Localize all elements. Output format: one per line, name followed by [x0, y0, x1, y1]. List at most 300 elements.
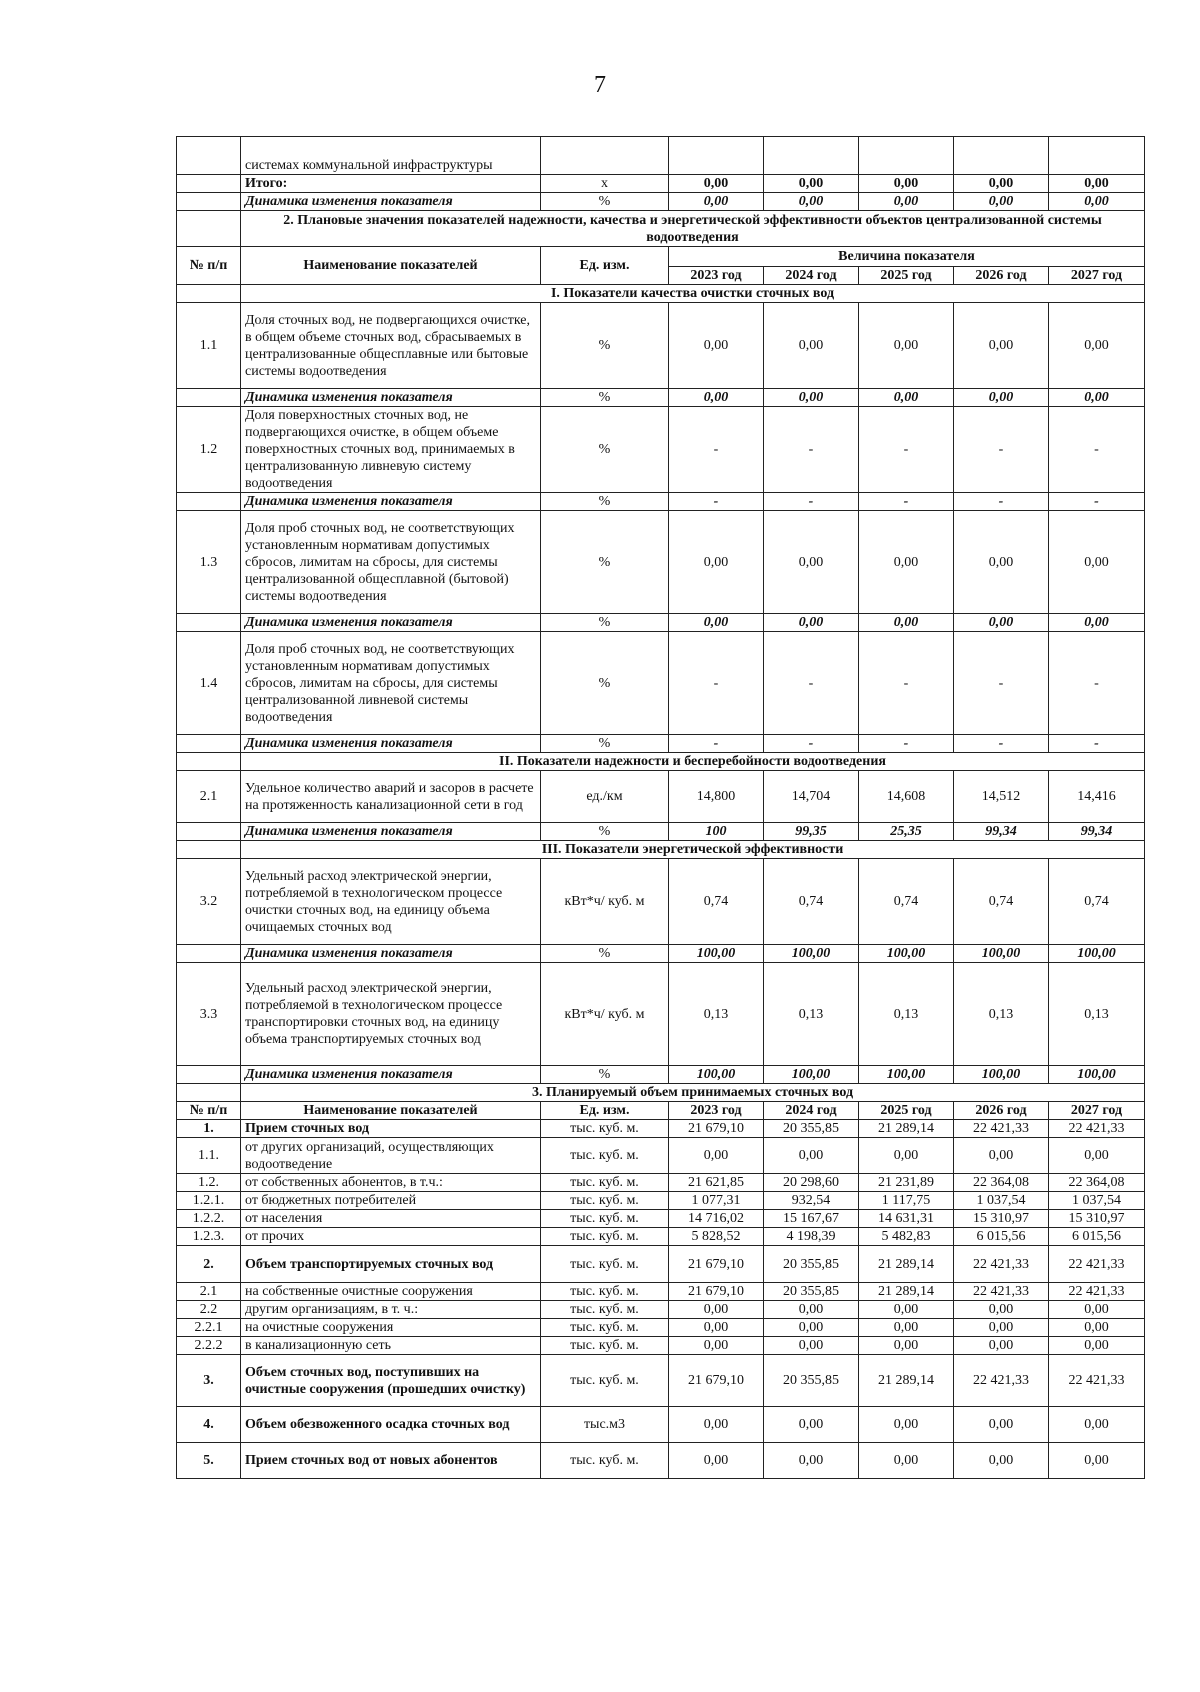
value-cell: - [954, 735, 1049, 753]
value-cell: 0,00 [669, 614, 764, 632]
value-cell: 21 679,10 [669, 1283, 764, 1301]
value-cell: 20 355,85 [764, 1283, 859, 1301]
header-year: 2026 год [954, 1102, 1049, 1120]
volume-name: от прочих [241, 1228, 541, 1246]
num-cell [177, 1066, 241, 1084]
table-row [177, 1407, 1145, 1443]
table-row [177, 407, 1145, 493]
num-cell [177, 193, 241, 211]
section-title-row [177, 211, 1145, 247]
value-cell: 0,00 [954, 614, 1049, 632]
table-row [177, 1138, 1145, 1174]
volume-name: Объем сточных вод, поступивших на очистные сооружения (прошедших очистку) [241, 1355, 541, 1407]
section-title: 3. Планируемый объем принимаемых сточных вод [241, 1084, 1145, 1102]
dynamics-row [177, 614, 1145, 632]
value-cell: 15 167,67 [764, 1210, 859, 1228]
header-unit: Ед. изм. [541, 247, 669, 285]
unit-cell: тыс. куб. м. [541, 1174, 669, 1192]
value-cell: - [1049, 632, 1145, 735]
value-cell [954, 137, 1049, 175]
row-number: 3. [177, 1355, 241, 1407]
value-cell: - [954, 632, 1049, 735]
value-cell: 0,00 [954, 1407, 1049, 1443]
unit-cell: кВт*ч/ куб. м [541, 963, 669, 1066]
value-cell: 6 015,56 [1049, 1228, 1145, 1246]
indicator-name: Удельный расход электрической энергии, потребляемой в технологическом процессе транспортировки сточных вод, на единицу объема транспортируемых сточных вод [241, 963, 541, 1066]
value-cell: 14,800 [669, 771, 764, 823]
value-cell: 0,00 [669, 1337, 764, 1355]
value-cell: 0,00 [669, 193, 764, 211]
value-cell: 0,00 [669, 1443, 764, 1479]
value-cell: 14 631,31 [859, 1210, 954, 1228]
value-cell: 14,704 [764, 771, 859, 823]
dynamics-row [177, 1066, 1145, 1084]
value-cell: 1 037,54 [954, 1192, 1049, 1210]
value-cell: 22 421,33 [1049, 1246, 1145, 1283]
unit-cell: тыс. куб. м. [541, 1246, 669, 1283]
row-number: 1.4 [177, 632, 241, 735]
dynamics-label: Динамика изменения показателя [241, 823, 541, 841]
row-number: 4. [177, 1407, 241, 1443]
dynamics-row [177, 735, 1145, 753]
value-cell: 99,35 [764, 823, 859, 841]
header-unit: Ед. изм. [541, 1102, 669, 1120]
value-cell: - [764, 493, 859, 511]
value-cell: 0,74 [859, 859, 954, 945]
table-row [177, 303, 1145, 389]
value-cell: - [1049, 407, 1145, 493]
num-cell [177, 614, 241, 632]
unit-cell: % [541, 389, 669, 407]
unit-cell: % [541, 632, 669, 735]
row-number: 2.2.1 [177, 1319, 241, 1337]
header-num: № п/п [177, 1102, 241, 1120]
value-cell: 100,00 [669, 1066, 764, 1084]
value-cell: 22 364,08 [954, 1174, 1049, 1192]
value-cell [1049, 137, 1145, 175]
group-row [177, 753, 1145, 771]
section-title: 2. Плановые значения показателей надежности, качества и энергетической эффективности объектов централизованной системы водоотведения [241, 211, 1145, 247]
value-cell: - [669, 407, 764, 493]
volume-name: Объем обезвоженного осадка сточных вод [241, 1407, 541, 1443]
value-cell: 0,00 [1049, 1407, 1145, 1443]
unit-cell: % [541, 193, 669, 211]
value-cell: - [954, 407, 1049, 493]
value-cell: 100,00 [669, 945, 764, 963]
row-number: 1.1 [177, 303, 241, 389]
value-cell: 0,00 [669, 511, 764, 614]
page-number: 7 [594, 72, 606, 98]
value-cell: 0,00 [954, 1443, 1049, 1479]
table-row [177, 1319, 1145, 1337]
unit-cell: тыс. куб. м. [541, 1210, 669, 1228]
num-cell [177, 285, 241, 303]
row-number: 1.2. [177, 1174, 241, 1192]
dynamics-row [177, 945, 1145, 963]
value-cell: 0,74 [1049, 859, 1145, 945]
header-year: 2023 год [669, 1102, 764, 1120]
dynamics-label: Динамика изменения показателя [241, 1066, 541, 1084]
volume-name: в канализационную сеть [241, 1337, 541, 1355]
value-cell: - [859, 407, 954, 493]
value-cell: - [859, 493, 954, 511]
value-cell: 20 355,85 [764, 1120, 859, 1138]
num-cell [177, 389, 241, 407]
header-year: 2027 год [1049, 267, 1145, 285]
unit-cell: тыс. куб. м. [541, 1192, 669, 1210]
value-cell: 20 355,85 [764, 1355, 859, 1407]
indicator-name: Итого: [241, 175, 541, 193]
row-number: 2.1 [177, 1283, 241, 1301]
value-cell: 0,00 [954, 175, 1049, 193]
value-cell: 0,00 [954, 1301, 1049, 1319]
indicator-name: Удельное количество аварий и засоров в расчете на протяженность канализационной сети в год [241, 771, 541, 823]
value-cell: 0,00 [764, 303, 859, 389]
value-cell: 0,00 [954, 1319, 1049, 1337]
indicator-name: Доля проб сточных вод, не соответствующих установленным нормативам допустимых сбросов, лимитам на сбросы, для системы централизованной ливневой системы водоотведения [241, 632, 541, 735]
value-cell: 0,00 [764, 511, 859, 614]
num-cell [177, 211, 241, 247]
dynamics-row [177, 823, 1145, 841]
table-row [177, 771, 1145, 823]
value-cell: - [954, 493, 1049, 511]
dynamics-row [177, 493, 1145, 511]
value-cell: 22 421,33 [954, 1120, 1049, 1138]
row-number: 2.1 [177, 771, 241, 823]
value-cell: 932,54 [764, 1192, 859, 1210]
value-cell: - [859, 632, 954, 735]
value-cell: 0,00 [859, 193, 954, 211]
value-cell: - [669, 632, 764, 735]
value-cell: 0,00 [954, 303, 1049, 389]
dynamics-label: Динамика изменения показателя [241, 614, 541, 632]
header-year: 2026 год [954, 267, 1049, 285]
volume-name: от бюджетных потребителей [241, 1192, 541, 1210]
num-cell [177, 1084, 241, 1102]
table-row [177, 137, 1145, 175]
value-cell: 5 828,52 [669, 1228, 764, 1246]
value-cell: 0,13 [764, 963, 859, 1066]
value-cell: - [859, 735, 954, 753]
value-cell: 0,00 [859, 175, 954, 193]
value-cell: 0,00 [859, 1319, 954, 1337]
value-cell [764, 137, 859, 175]
table-row [177, 1120, 1145, 1138]
value-cell: 0,00 [764, 193, 859, 211]
header-year: 2024 год [764, 1102, 859, 1120]
indicator-name: системах коммунальной инфраструктуры [241, 137, 541, 175]
value-cell: 100,00 [859, 1066, 954, 1084]
unit-cell: % [541, 407, 669, 493]
value-cell: 5 482,83 [859, 1228, 954, 1246]
unit-cell: % [541, 945, 669, 963]
value-cell: 22 421,33 [1049, 1355, 1145, 1407]
indicator-name: Удельный расход электрической энергии, потребляемой в технологическом процессе очистки сточных вод, на единицу объема очищаемых сточных вод [241, 859, 541, 945]
value-cell: 0,00 [1049, 175, 1145, 193]
group-title: II. Показатели надежности и бесперебойности водоотведения [241, 753, 1145, 771]
header-value: Величина показателя [669, 247, 1145, 267]
volume-name: на собственные очистные сооружения [241, 1283, 541, 1301]
value-cell: 0,00 [1049, 1138, 1145, 1174]
table-row [177, 1283, 1145, 1301]
unit-cell: тыс. куб. м. [541, 1283, 669, 1301]
value-cell: 22 421,33 [1049, 1120, 1145, 1138]
num-cell [177, 945, 241, 963]
value-cell: 0,00 [764, 389, 859, 407]
value-cell: 0,00 [859, 1337, 954, 1355]
num-cell [177, 493, 241, 511]
value-cell: 1 117,75 [859, 1192, 954, 1210]
table-row [177, 1337, 1145, 1355]
value-cell: 0,00 [764, 614, 859, 632]
value-cell: 0,00 [669, 175, 764, 193]
value-cell: 99,34 [954, 823, 1049, 841]
value-cell: 0,00 [859, 303, 954, 389]
header-year: 2027 год [1049, 1102, 1145, 1120]
num-cell [177, 823, 241, 841]
volume-name: другим организациям, в т. ч.: [241, 1301, 541, 1319]
unit-cell: ед./км [541, 771, 669, 823]
header-name: Наименование показателей [241, 247, 541, 285]
unit-cell: кВт*ч/ куб. м [541, 859, 669, 945]
value-cell: 21 679,10 [669, 1246, 764, 1283]
row-number: 2.2.2 [177, 1337, 241, 1355]
value-cell: 15 310,97 [954, 1210, 1049, 1228]
value-cell: - [1049, 493, 1145, 511]
value-cell: 0,00 [1049, 1301, 1145, 1319]
value-cell: 0,00 [1049, 1319, 1145, 1337]
dynamics-label: Динамика изменения показателя [241, 493, 541, 511]
row-number: 2.2 [177, 1301, 241, 1319]
table-row [177, 1228, 1145, 1246]
value-cell: 20 355,85 [764, 1246, 859, 1283]
unit-cell: % [541, 735, 669, 753]
group-title: I. Показатели качества очистки сточных вод [241, 285, 1145, 303]
table-row [177, 1355, 1145, 1407]
value-cell: 0,13 [954, 963, 1049, 1066]
dynamics-label: Динамика изменения показателя [241, 735, 541, 753]
group-row [177, 285, 1145, 303]
value-cell: 22 421,33 [954, 1246, 1049, 1283]
num-cell [177, 841, 241, 859]
value-cell: 22 421,33 [1049, 1283, 1145, 1301]
row-number: 1.2.1. [177, 1192, 241, 1210]
value-cell: 0,00 [1049, 511, 1145, 614]
value-cell: 100,00 [764, 945, 859, 963]
num-cell [177, 175, 241, 193]
unit-cell: % [541, 511, 669, 614]
value-cell: 0,00 [669, 389, 764, 407]
value-cell: 100,00 [954, 945, 1049, 963]
value-cell: 0,74 [764, 859, 859, 945]
indicator-name: Доля проб сточных вод, не соответствующих установленным нормативам допустимых сбросов, лимитам на сбросы, для системы централизованной общесплавной (бытовой) системы водоотведения [241, 511, 541, 614]
value-cell [669, 137, 764, 175]
value-cell: 0,00 [764, 1407, 859, 1443]
num-cell [177, 753, 241, 771]
value-cell: 20 298,60 [764, 1174, 859, 1192]
unit-cell: % [541, 823, 669, 841]
value-cell: 0,00 [669, 1138, 764, 1174]
value-cell: 0,00 [669, 1301, 764, 1319]
value-cell: 21 289,14 [859, 1246, 954, 1283]
indicator-name: Доля поверхностных сточных вод, не подвергающихся очистке, в общем объеме поверхностных сточных вод, принимаемых в централизованную ливневую систему водоотведения [241, 407, 541, 493]
value-cell: - [669, 493, 764, 511]
unit-cell: x [541, 175, 669, 193]
value-cell: 0,13 [859, 963, 954, 1066]
value-cell: 100,00 [1049, 945, 1145, 963]
table-row [177, 963, 1145, 1066]
unit-cell: тыс. куб. м. [541, 1228, 669, 1246]
row-number: 1.1. [177, 1138, 241, 1174]
unit-cell: тыс. куб. м. [541, 1120, 669, 1138]
table-row [177, 1301, 1145, 1319]
value-cell: 0,00 [859, 1138, 954, 1174]
value-cell: 0,00 [954, 193, 1049, 211]
value-cell: 15 310,97 [1049, 1210, 1145, 1228]
value-cell: 0,00 [669, 1319, 764, 1337]
value-cell: 21 621,85 [669, 1174, 764, 1192]
value-cell: 0,00 [764, 1337, 859, 1355]
value-cell: 1 077,31 [669, 1192, 764, 1210]
value-cell: 22 421,33 [954, 1283, 1049, 1301]
num-cell [177, 735, 241, 753]
value-cell: 6 015,56 [954, 1228, 1049, 1246]
value-cell: - [1049, 735, 1145, 753]
value-cell [541, 137, 669, 175]
table-row [177, 1192, 1145, 1210]
unit-cell: % [541, 1066, 669, 1084]
value-cell: 0,13 [669, 963, 764, 1066]
value-cell: 0,00 [954, 389, 1049, 407]
dynamics-label: Динамика изменения показателя [241, 193, 541, 211]
value-cell: 22 421,33 [954, 1355, 1049, 1407]
header-row [177, 1102, 1145, 1120]
unit-cell: тыс. куб. м. [541, 1138, 669, 1174]
value-cell: 0,74 [954, 859, 1049, 945]
value-cell: 0,00 [1049, 1337, 1145, 1355]
value-cell: 100,00 [1049, 1066, 1145, 1084]
group-title: III. Показатели энергетической эффективности [241, 841, 1145, 859]
value-cell: 14,512 [954, 771, 1049, 823]
unit-cell: тыс.м3 [541, 1407, 669, 1443]
value-cell: 0,13 [1049, 963, 1145, 1066]
value-cell: 14,416 [1049, 771, 1145, 823]
value-cell: 0,00 [1049, 389, 1145, 407]
value-cell: 0,00 [859, 614, 954, 632]
value-cell: - [764, 735, 859, 753]
value-cell: 21 289,14 [859, 1120, 954, 1138]
value-cell: 0,00 [1049, 1443, 1145, 1479]
unit-cell: % [541, 614, 669, 632]
value-cell: 22 364,08 [1049, 1174, 1145, 1192]
header-row [177, 247, 1145, 267]
volume-name: от других организаций, осуществляющих водоотведение [241, 1138, 541, 1174]
value-cell: 0,00 [669, 303, 764, 389]
value-cell: 21 289,14 [859, 1355, 954, 1407]
volume-name: от собственных абонентов, в т.ч.: [241, 1174, 541, 1192]
value-cell: 0,00 [859, 1407, 954, 1443]
table-row [177, 175, 1145, 193]
value-cell: 14,608 [859, 771, 954, 823]
row-number: 1.3 [177, 511, 241, 614]
value-cell: 100,00 [954, 1066, 1049, 1084]
value-cell: 4 198,39 [764, 1228, 859, 1246]
section-title-row [177, 1084, 1145, 1102]
value-cell: 0,00 [859, 1443, 954, 1479]
table-row [177, 511, 1145, 614]
row-number: 5. [177, 1443, 241, 1479]
num-cell [177, 137, 241, 175]
value-cell: - [669, 735, 764, 753]
value-cell: - [764, 632, 859, 735]
unit-cell: тыс. куб. м. [541, 1337, 669, 1355]
row-number: 2. [177, 1246, 241, 1283]
volume-name: Прием сточных вод от новых абонентов [241, 1443, 541, 1479]
volume-name: на очистные сооружения [241, 1319, 541, 1337]
volume-name: Объем транспортируемых сточных вод [241, 1246, 541, 1283]
value-cell: 21 679,10 [669, 1120, 764, 1138]
header-year: 2023 год [669, 267, 764, 285]
volume-name: Прием сточных вод [241, 1120, 541, 1138]
value-cell: 0,00 [859, 389, 954, 407]
value-cell: 99,34 [1049, 823, 1145, 841]
value-cell: 0,00 [954, 511, 1049, 614]
unit-cell: тыс. куб. м. [541, 1355, 669, 1407]
group-row [177, 841, 1145, 859]
row-number: 3.2 [177, 859, 241, 945]
value-cell: 21 289,14 [859, 1283, 954, 1301]
header-name: Наименование показателей [241, 1102, 541, 1120]
unit-cell: тыс. куб. м. [541, 1319, 669, 1337]
table-row [177, 632, 1145, 735]
indicators-table [176, 136, 1145, 1479]
value-cell: 0,00 [954, 1337, 1049, 1355]
dynamics-label: Динамика изменения показателя [241, 945, 541, 963]
value-cell: 0,00 [764, 1319, 859, 1337]
table-row [177, 1174, 1145, 1192]
dynamics-row [177, 389, 1145, 407]
unit-cell: % [541, 303, 669, 389]
header-year: 2025 год [859, 1102, 954, 1120]
value-cell: 1 037,54 [1049, 1192, 1145, 1210]
value-cell: 0,74 [669, 859, 764, 945]
value-cell: 0,00 [954, 1138, 1049, 1174]
header-year: 2025 год [859, 267, 954, 285]
row-number: 1.2 [177, 407, 241, 493]
value-cell: - [764, 407, 859, 493]
dynamics-label: Динамика изменения показателя [241, 389, 541, 407]
value-cell: 25,35 [859, 823, 954, 841]
row-number: 3.3 [177, 963, 241, 1066]
table-row [177, 859, 1145, 945]
value-cell: 0,00 [1049, 193, 1145, 211]
value-cell: 0,00 [1049, 614, 1145, 632]
unit-cell: тыс. куб. м. [541, 1443, 669, 1479]
header-num: № п/п [177, 247, 241, 285]
table-row [177, 1443, 1145, 1479]
row-number: 1. [177, 1120, 241, 1138]
value-cell: 21 679,10 [669, 1355, 764, 1407]
value-cell: 0,00 [669, 1407, 764, 1443]
table-row [177, 1246, 1145, 1283]
value-cell: 0,00 [859, 1301, 954, 1319]
value-cell [859, 137, 954, 175]
indicator-name: Доля сточных вод, не подвергающихся очистке, в общем объеме сточных вод, сбрасываемых в централизованные общесплавные или бытовые системы водоотведения [241, 303, 541, 389]
value-cell: 100,00 [859, 945, 954, 963]
value-cell: 100,00 [764, 1066, 859, 1084]
row-number: 1.2.2. [177, 1210, 241, 1228]
value-cell: 21 231,89 [859, 1174, 954, 1192]
